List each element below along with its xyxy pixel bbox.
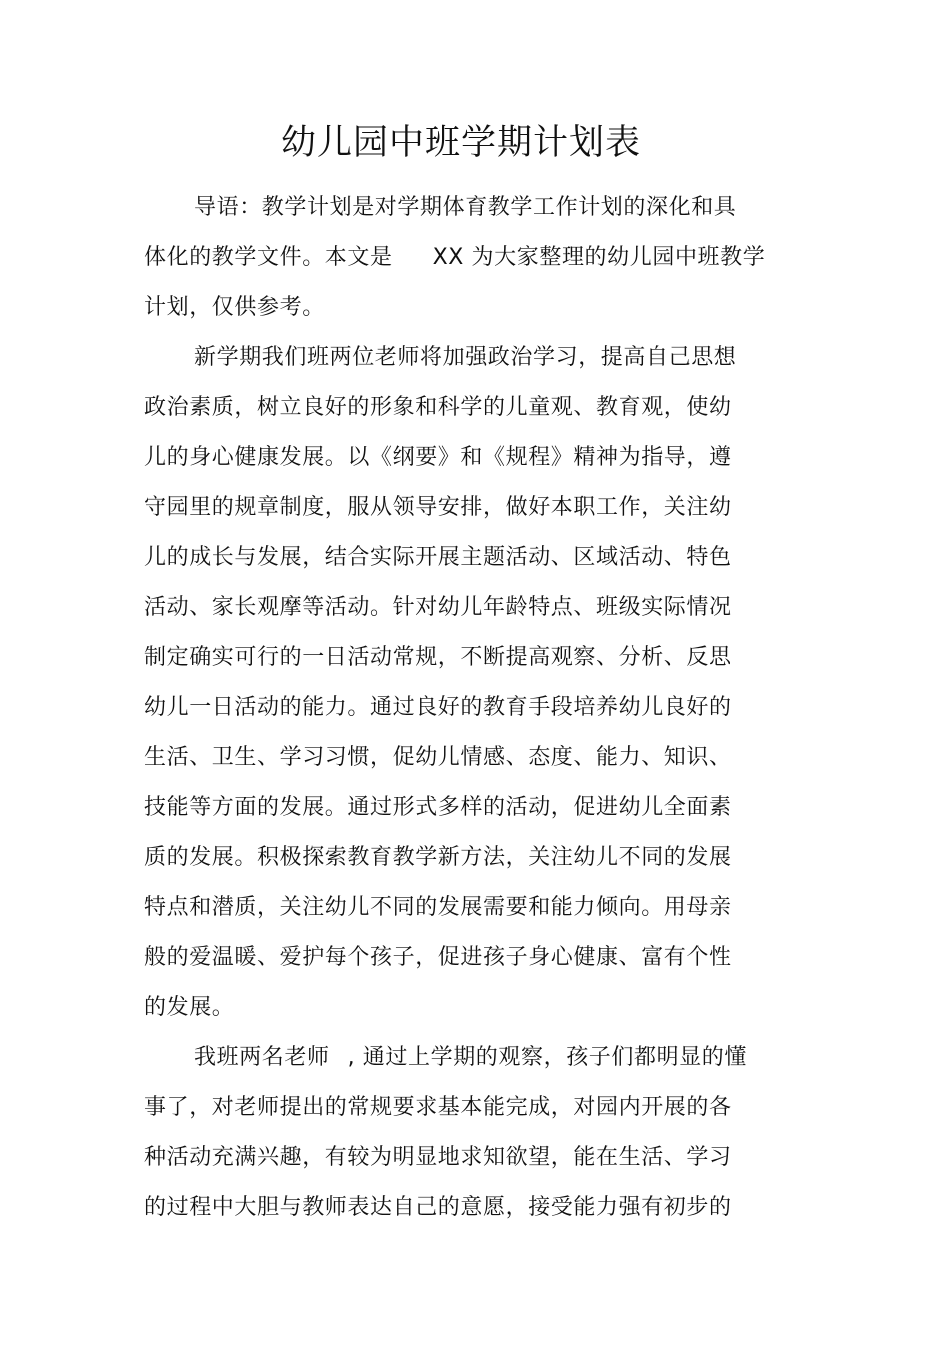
paragraph1-line: 特点和潜质，关注幼儿不同的发展需要和能力倾向。用母亲 — [144, 895, 732, 920]
paragraph2-line: 事了，对老师提出的常规要求基本能完成，对园内开展的各 — [144, 1095, 732, 1120]
intro-line-3: 计划，仅供参考。 — [144, 295, 325, 320]
paragraph1-line: 幼儿一日活动的能力。通过良好的教育手段培养幼儿良好的 — [144, 695, 732, 720]
paragraph2-line-1-part-a: 我班两名老师 — [194, 1045, 330, 1070]
intro-line-2-part-b: XX 为大家整理的幼儿园中班教学 — [432, 245, 766, 270]
paragraph1-line: 儿的成长与发展，结合实际开展主题活动、区域活动、特色 — [144, 545, 732, 570]
paragraph1-line: 新学期我们班两位老师将加强政治学习，提高自己思想 — [194, 345, 737, 370]
intro-line-2-part-a: 体化的教学文件。本文是 — [144, 245, 393, 270]
paragraph1-line: 守园里的规章制度，服从领导安排，做好本职工作，关注幼 — [144, 495, 732, 520]
paragraph1-line: 政治素质，树立良好的形象和科学的儿童观、教育观，使幼 — [144, 395, 732, 420]
paragraph1-line: 的发展。 — [144, 995, 235, 1020]
paragraph1-line: 活动、家长观摩等活动。针对幼儿年龄特点、班级实际情况 — [144, 595, 732, 620]
paragraph1-line: 生活、卫生、学习习惯，促幼儿情感、态度、能力、知识、 — [144, 745, 732, 770]
paragraph2-line-1 — [194, 1043, 747, 1073]
paragraph2-line: 的过程中大胆与教师表达自己的意愿，接受能力强有初步的 — [144, 1195, 732, 1220]
paragraph2-line-1-part-b: , 通过上学期的观察，孩子们都明显的懂 — [347, 1045, 747, 1070]
document-title: 幼儿园中班学期计划表 — [280, 123, 641, 163]
paragraph1-line: 般的爱温暖、爱护每个孩子，促进孩子身心健康、富有个性 — [144, 945, 732, 970]
paragraph1-line: 质的发展。积极探索教育教学新方法，关注幼儿不同的发展 — [144, 845, 732, 870]
paragraph1-line: 制定确实可行的一日活动常规，不断提高观察、分析、反思 — [144, 645, 732, 670]
paragraph1-line: 儿的身心健康发展。以《纲要》和《规程》精神为指导，遵 — [144, 445, 732, 470]
paragraph2-line: 种活动充满兴趣，有较为明显地求知欲望，能在生活、学习 — [144, 1145, 732, 1170]
intro-line-1: 导语：教学计划是对学期体育教学工作计划的深化和具 — [194, 195, 737, 220]
paragraph1-line: 技能等方面的发展。通过形式多样的活动，促进幼儿全面素 — [144, 795, 732, 820]
intro-line-2 — [144, 243, 765, 273]
